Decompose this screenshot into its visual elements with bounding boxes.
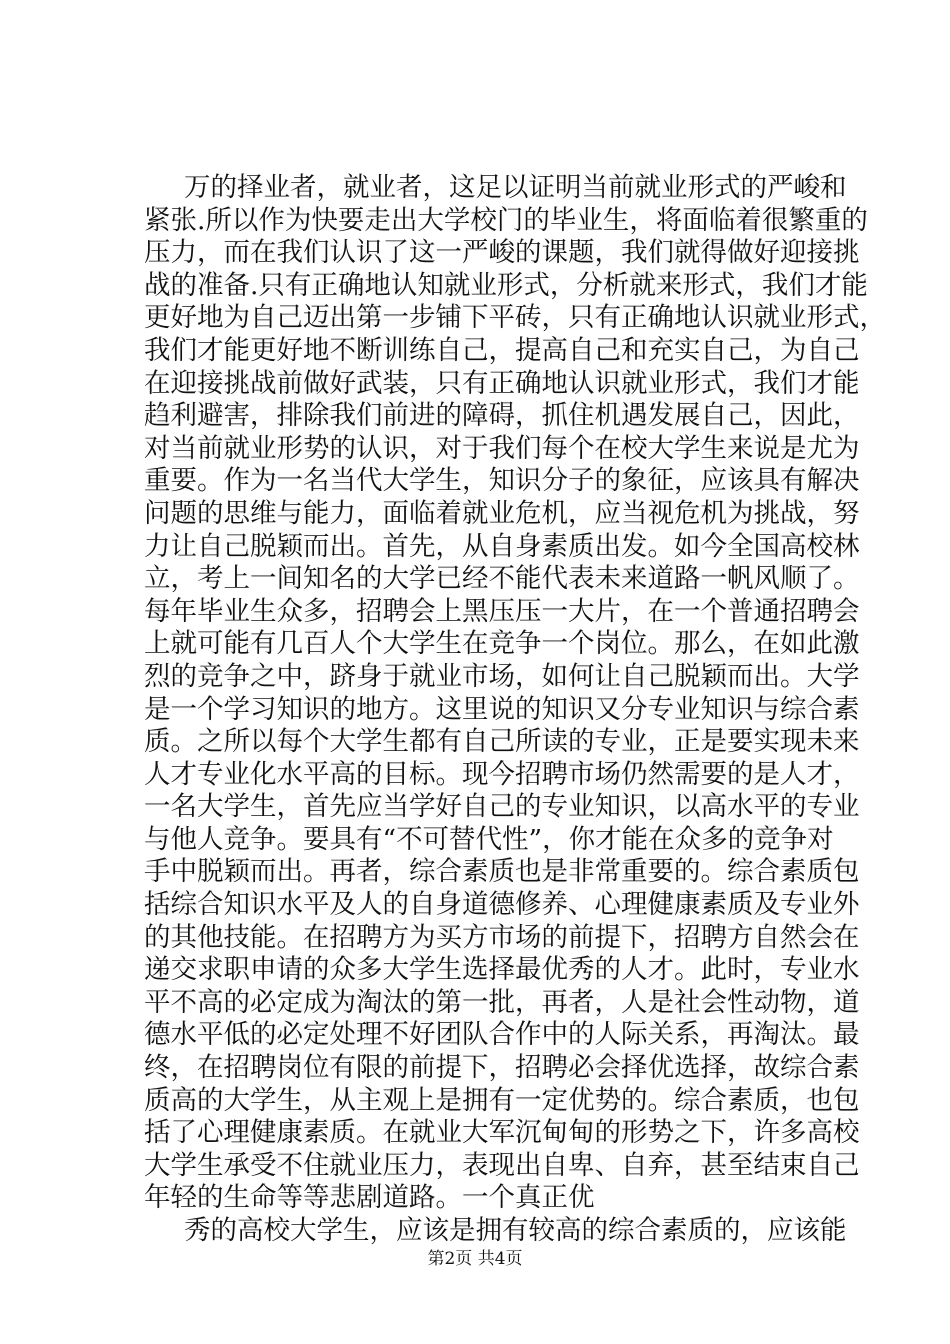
- text-line: 重要。作为一名当代大学生，知识分子的象征，应该具有解决: [144, 465, 860, 497]
- text-line: 万的择业者，就业者，这足以证明当前就业形式的严峻和: [184, 172, 847, 203]
- text-line: 年轻的生命等等悲剧道路。一个真正优: [144, 1182, 595, 1214]
- text-line: 终，在招聘岗位有限的前提下，招聘必会择优选择，故综合素: [144, 1052, 860, 1084]
- text-line: 我们才能更好地不断训练自己，提高自己和充实自己，为自己: [144, 334, 860, 366]
- text-line: 人才专业化水平高的目标。现今招聘市场仍然需要的是人才，: [144, 758, 860, 790]
- text-line: 的其他技能。在招聘方为买方市场的前提下，招聘方自然会在: [144, 921, 860, 953]
- text-line: 大学生承受不住就业压力，表现出自卑、自弃，甚至结束自己: [144, 1149, 860, 1181]
- text-line: 秀的高校大学生，应该是拥有较高的综合素质的，应该能: [184, 1215, 847, 1246]
- text-line: 更好地为自己迈出第一步铺下平砖，只有正确地认识就业形式，: [144, 302, 886, 334]
- text-line: 括了心理健康素质。在就业大军沉甸甸的形势之下，许多高校: [144, 1117, 860, 1149]
- text-line: 对当前就业形势的认识，对于我们每个在校大学生来说是尤为: [144, 432, 860, 464]
- text-line: 上就可能有几百人个大学生在竞争一个岗位。那么，在如此激: [144, 628, 860, 660]
- text-line: 递交求职申请的众多大学生选择最优秀的人才。此时，专业水: [144, 954, 860, 986]
- text-line: 质高的大学生，从主观上是拥有一定优势的。综合素质，也包: [144, 1084, 860, 1116]
- text-line: 一名大学生，首先应当学好自己的专业知识，以高水平的专业: [144, 791, 860, 823]
- text-line: 紧张.所以作为快要走出大学校门的毕业生，将面临着很繁重的: [144, 204, 868, 236]
- text-line: 与他人竞争。要具有“不可替代性”，你才能在众多的竞争对: [144, 823, 834, 855]
- text-line: 是一个学习知识的地方。这里说的知识又分专业知识与综合素: [144, 693, 860, 725]
- text-line: 质。之所以每个大学生都有自己所读的专业，正是要实现未来: [144, 726, 860, 758]
- text-line: 力让自己脱颖而出。首先，从自身素质出发。如今全国高校林: [144, 530, 860, 562]
- text-line: 括综合知识水平及人的自身道德修养、心理健康素质及专业外: [144, 889, 860, 921]
- body-text: [144, 172, 886, 1248]
- text-line: 趋利避害，排除我们前进的障碍，抓住机遇发展自己，因此，: [144, 400, 860, 432]
- text-line: 问题的思维与能力，面临着就业危机，应当视危机为挑战，努: [144, 497, 860, 529]
- text-line: 在迎接挑战前做好武装，只有正确地认识就业形式，我们才能: [144, 367, 860, 399]
- text-line: 手中脱颖而出。再者，综合素质也是非常重要的。综合素质包: [144, 856, 860, 888]
- text-line: 烈的竞争之中，跻身于就业市场，如何让自己脱颖而出。大学: [144, 660, 860, 692]
- text-line: 战的准备.只有正确地认知就业形式，分析就来形式，我们才能: [144, 269, 868, 301]
- text-line: 立，考上一间知名的大学已经不能代表未来道路一帆风顺了。: [144, 563, 860, 595]
- page-footer: [0, 1244, 950, 1269]
- text-line: 德水平低的必定处理不好团队合作中的人际关系，再淘汰。最: [144, 1019, 860, 1051]
- text-line: 压力，而在我们认识了这一严峻的课题，我们就得做好迎接挑: [144, 237, 860, 269]
- page-number-label: 第2页 共4页: [427, 1249, 523, 1269]
- text-line: 平不高的必定成为淘汰的第一批，再者，人是社会性动物，道: [144, 986, 860, 1018]
- text-line: 每年毕业生众多，招聘会上黑压压一大片，在一个普通招聘会: [144, 595, 860, 627]
